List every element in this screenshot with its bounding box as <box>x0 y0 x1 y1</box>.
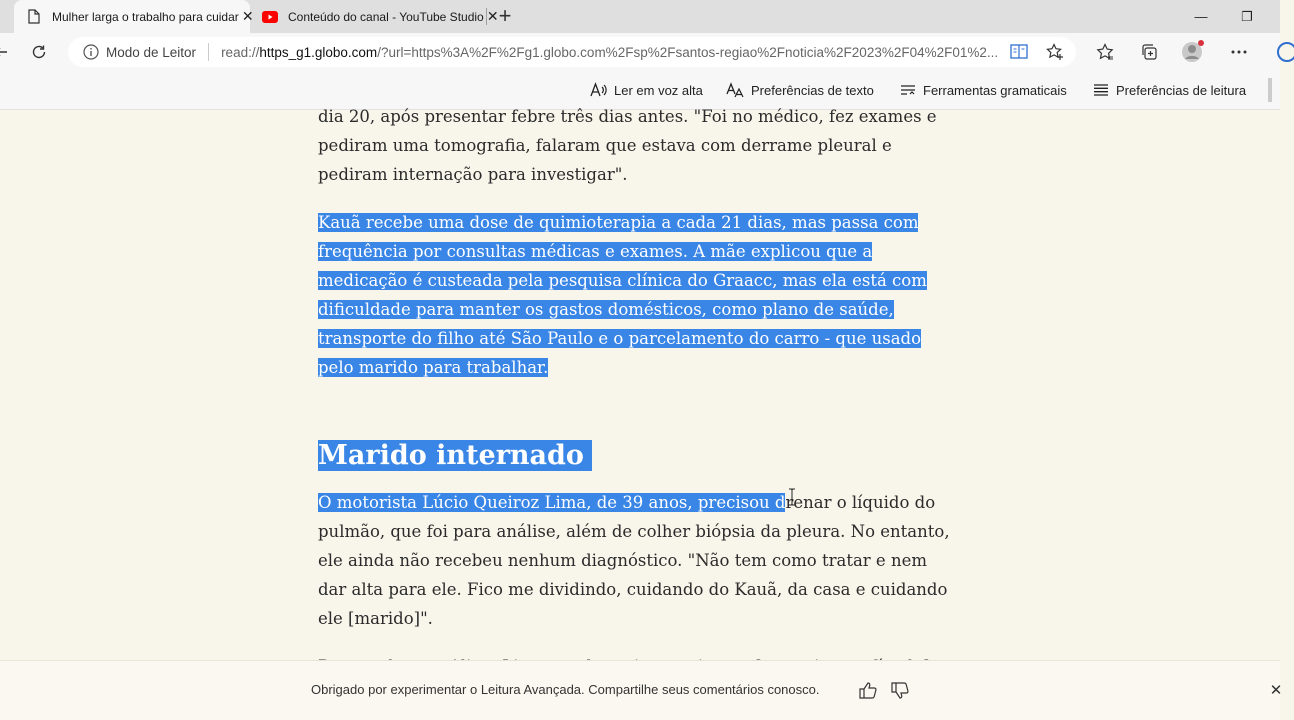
add-favorite-icon[interactable] <box>1044 42 1066 62</box>
article-body <box>318 102 958 700</box>
close-icon[interactable]: ✕ <box>486 8 499 24</box>
selected-text: Kauã recebe uma dose de quimioterapia a cada 21 dias, mas passa com frequência por consultas médicas e exames. A mãe explicou que a medicação é custeada pela pesquisa clínica do Graacc, mas ela está com dificuldade para manter os gastos domésticos, como plano de saúde, transporte do filho até São Paulo e o parcelamento do carro - que usado pelo marido para trabalhar. <box>318 213 927 377</box>
refresh-icon[interactable] <box>24 37 54 67</box>
back-icon[interactable] <box>0 37 16 67</box>
tab-title: Conteúdo do canal - YouTube Studio <box>288 9 484 24</box>
url-host: https_g1.globo.com <box>259 44 378 60</box>
text-preferences-icon <box>726 83 744 98</box>
close-icon[interactable]: ✕ <box>1269 682 1283 699</box>
reading-preferences-button[interactable] <box>1093 70 1246 110</box>
maximize-button[interactable]: ❐ <box>1241 8 1253 24</box>
selected-text: O motorista Lúcio Queiroz Lima, de 39 anos, precisou d <box>318 493 786 512</box>
reader-mode-label: Modo de Leitor <box>106 44 197 60</box>
tab-title: Mulher larga o trabalho para cuidar <box>52 9 239 24</box>
address-divider <box>208 43 209 61</box>
youtube-icon <box>262 9 278 25</box>
url-text[interactable] <box>221 44 999 60</box>
navigation-bar <box>0 33 1280 70</box>
thumbs-down-icon[interactable] <box>890 680 910 700</box>
read-aloud-icon <box>590 83 607 97</box>
tab-strip <box>0 0 1280 33</box>
feedback-text: Obrigado por experimentar o Leitura Avançada. Compartilhe seus comentários conosco. <box>311 682 820 697</box>
thumbs-up-icon[interactable] <box>858 680 878 700</box>
article-paragraph: dia 20, após presentar febre três dias antes. "Foi no médico, fez exames e pediram uma tomografia, falaram que estava com derrame pleural e pediram internação para investigar". <box>318 107 937 184</box>
info-icon[interactable] <box>82 43 100 61</box>
new-tab-button[interactable]: + <box>498 3 512 28</box>
tab-youtube-studio[interactable] <box>250 0 499 33</box>
toolbar-edge <box>1268 78 1272 102</box>
more-options-icon[interactable] <box>1224 37 1254 67</box>
immersive-reader-icon[interactable] <box>1008 42 1030 62</box>
text-cursor-icon <box>788 488 796 506</box>
feedback-bar <box>0 660 1283 720</box>
collections-icon[interactable] <box>1134 37 1164 67</box>
read-aloud-label: Ler em voz alta <box>614 82 703 98</box>
page-icon <box>26 9 42 25</box>
section-heading <box>318 436 592 476</box>
article-paragraph-partial-selection <box>318 488 958 633</box>
minimize-button[interactable]: — <box>1194 9 1208 24</box>
selected-heading: Marido internado <box>318 440 592 471</box>
reading-preferences-label: Preferências de leitura <box>1116 82 1247 98</box>
unselected-text: renar o líquido do pulmão, que foi para análise, além de colher biópsia da pleura. No entanto, ele ainda não recebeu nenhum diagnóstico. "Não tem como tratar e nem dar alta para ele. Fico me dividindo, cuidando do Kauã, da casa e cuidando ele [marido]". <box>318 493 950 628</box>
url-rest: /?url=https%3A%2F%2Fg1.globo.com%2Fsp%2Fsantos-regiao%2Fnoticia%2F2023%2F04%2F01%2... <box>377 44 999 60</box>
favorites-icon[interactable] <box>1090 37 1120 67</box>
address-bar[interactable] <box>68 37 1076 67</box>
tab-article[interactable] <box>14 0 254 33</box>
url-prefix: read:// <box>221 44 260 60</box>
article-paragraph-selected <box>318 208 958 382</box>
bing-chat-icon[interactable] <box>1264 37 1294 67</box>
grammar-tools-label: Ferramentas gramaticais <box>923 82 1067 98</box>
profile-avatar[interactable] <box>1178 37 1208 67</box>
tab-divider <box>486 8 487 25</box>
text-preferences-label: Preferências de texto <box>751 82 874 98</box>
grammar-tools-icon <box>900 84 916 96</box>
close-icon[interactable]: ✕ <box>241 8 254 24</box>
reading-preferences-icon <box>1093 84 1109 96</box>
